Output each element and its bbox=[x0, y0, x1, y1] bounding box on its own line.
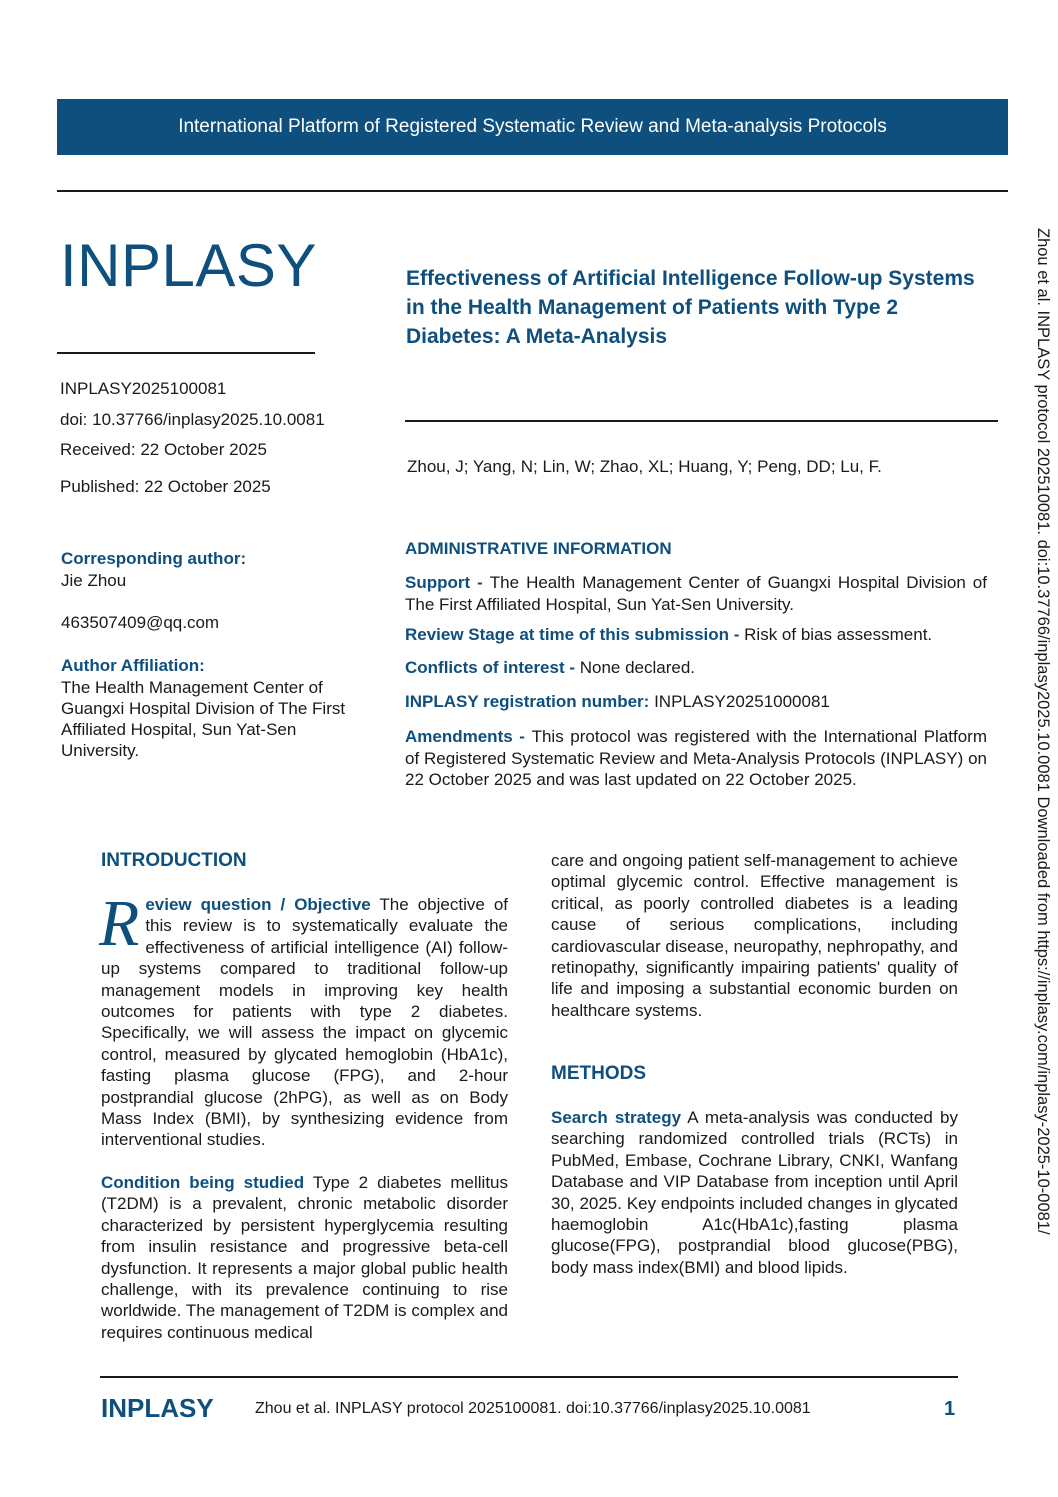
search-strategy-label: Search strategy bbox=[551, 1108, 682, 1127]
review-stage-text: Risk of bias assessment. bbox=[744, 625, 933, 644]
author-list: Zhou, J; Yang, N; Lin, W; Zhao, XL; Huang, Y; Peng, DD; Lu, F. bbox=[407, 457, 882, 476]
published-date: Published: 22 October 2025 bbox=[60, 477, 271, 496]
review-stage-label: Review Stage at time of this submission - bbox=[405, 625, 745, 644]
affiliation-text: The Health Management Center of Guangxi Hospital Division of The First Affiliated Hospital, Sun Yat-Sen University. bbox=[61, 678, 346, 760]
support-label: Support - bbox=[405, 573, 490, 592]
corresponding-author-label: Corresponding author: bbox=[61, 549, 247, 568]
review-question-label: eview question / Objective bbox=[145, 895, 371, 914]
amendments-text: This protocol was registered with the International Platform of Registered Systematic Review and Meta-Analysis Protocols (INPLASY) on 22 October 2025 and was last updated on 22 October 2025. bbox=[405, 727, 987, 789]
registration-label: INPLASY registration number: bbox=[405, 692, 655, 711]
protocol-doi[interactable]: doi: 10.37766/inplasy2025.10.0081 bbox=[60, 410, 325, 429]
condition-text: Type 2 diabetes mellitus (T2DM) is a prevalent, chronic metabolic disorder characterized by persistent hyperglycemia resulting from insulin resistance and progressive beta-cell dysfunction. It represents a major global public health challenge, with its prevalence continuing to rise worldwide. The management of T2DM is complex and requires continuous medical bbox=[101, 1173, 509, 1342]
footer-citation: Zhou et al. INPLASY protocol 2025100081. doi:10.37766/inplasy2025.10.0081 bbox=[255, 1400, 811, 1417]
registration-info bbox=[405, 691, 987, 713]
amendments-info bbox=[405, 726, 987, 791]
support-info bbox=[405, 572, 987, 615]
drop-cap: R bbox=[99, 887, 140, 960]
registration-number: INPLASY20251000081 bbox=[654, 692, 830, 711]
footer-divider bbox=[100, 1376, 958, 1378]
review-stage-info bbox=[405, 624, 987, 646]
header-banner bbox=[57, 99, 1008, 155]
inplasy-logo: INPLASY bbox=[60, 232, 317, 299]
banner-text: International Platform of Registered Systematic Review and Meta-analysis Protocols bbox=[178, 116, 887, 137]
footer-logo: INPLASY bbox=[101, 1393, 214, 1423]
amendments-label: Amendments - bbox=[405, 727, 532, 746]
review-question-text: The objective of this review is to systematically evaluate the effectiveness of artificial intelligence (AI) follow-up systems compared to traditional follow-up management models in improving key health outcomes for patients with type 2 diabetes. Specifically, we will assess the impact on glycemic control, measured by glycated hemoglobin (HbA1c), fasting plasma glucose (FPG), and 2-hour postprandial glucose (2hPG), as well as on Body Mass Index (BMI), by synthesizing evidence from interventional studies. bbox=[101, 895, 508, 1150]
conflicts-text: None declared. bbox=[579, 658, 696, 677]
corresponding-author-email[interactable]: 463507409@qq.com bbox=[61, 613, 220, 632]
search-strategy-text: A meta-analysis was conducted by searching randomized controlled trials (RCTs) in PubMed, Embase, Cochrane Library, CNKI, Wanfang Database and VIP Database from inception until April 30, 2025. Key endpoints included changes in glycated haemoglobin A1c(HbA1c),fasting plasma glucose(FPG), postprandial blood glucose(PBG), body mass index(BMI) and blood lipids. bbox=[551, 1108, 958, 1277]
conflicts-label: Conflicts of interest - bbox=[405, 658, 580, 677]
page-number: 1 bbox=[944, 1398, 956, 1420]
search-strategy-paragraph bbox=[551, 1107, 958, 1278]
affiliation-label: Author Affiliation: bbox=[61, 656, 205, 675]
condition-label: Condition being studied bbox=[101, 1173, 305, 1192]
paper-title: Effectiveness of Artificial Intelligence Follow-up Systems in the Health Management of Patients with Type 2 Diabetes: A Meta-Analysis bbox=[406, 267, 975, 348]
conflicts-info bbox=[405, 657, 987, 679]
introduction-heading: INTRODUCTION bbox=[101, 850, 247, 871]
sidebar-citation bbox=[1028, 228, 1054, 1348]
sidebar-citation-text[interactable]: Zhou et al. INPLASY protocol 202510081. doi:10.37766/inplasy2025.10.0081 Downloaded from https://inplasy.com/inplasy-2025-10-0081/ bbox=[1034, 228, 1052, 1235]
logo-divider bbox=[57, 352, 315, 354]
support-text: The Health Management Center of Guangxi Hospital Division of The First Affiliated Hospital, Sun Yat-Sen University. bbox=[405, 573, 987, 614]
protocol-id: INPLASY2025100081 bbox=[60, 379, 227, 398]
corresponding-author-name: Jie Zhou bbox=[61, 571, 127, 590]
condition-continued-paragraph: care and ongoing patient self-management to achieve optimal glycemic control. Effective management is critical, as poorly controlled diabetes is a leading cause of serious complications, including cardiovascular disease, neuropathy, nephropathy, and retinopathy, significantly impairing patients' quality of life and imposing a substantial economic burden on healthcare systems. bbox=[551, 851, 958, 1020]
title-divider bbox=[405, 420, 998, 422]
review-question-paragraph bbox=[99, 887, 508, 1151]
header-divider bbox=[57, 190, 1008, 192]
received-date: Received: 22 October 2025 bbox=[60, 440, 267, 459]
admin-heading: ADMINISTRATIVE INFORMATION bbox=[405, 539, 672, 558]
condition-paragraph bbox=[101, 1172, 508, 1343]
methods-heading: METHODS bbox=[551, 1063, 646, 1084]
